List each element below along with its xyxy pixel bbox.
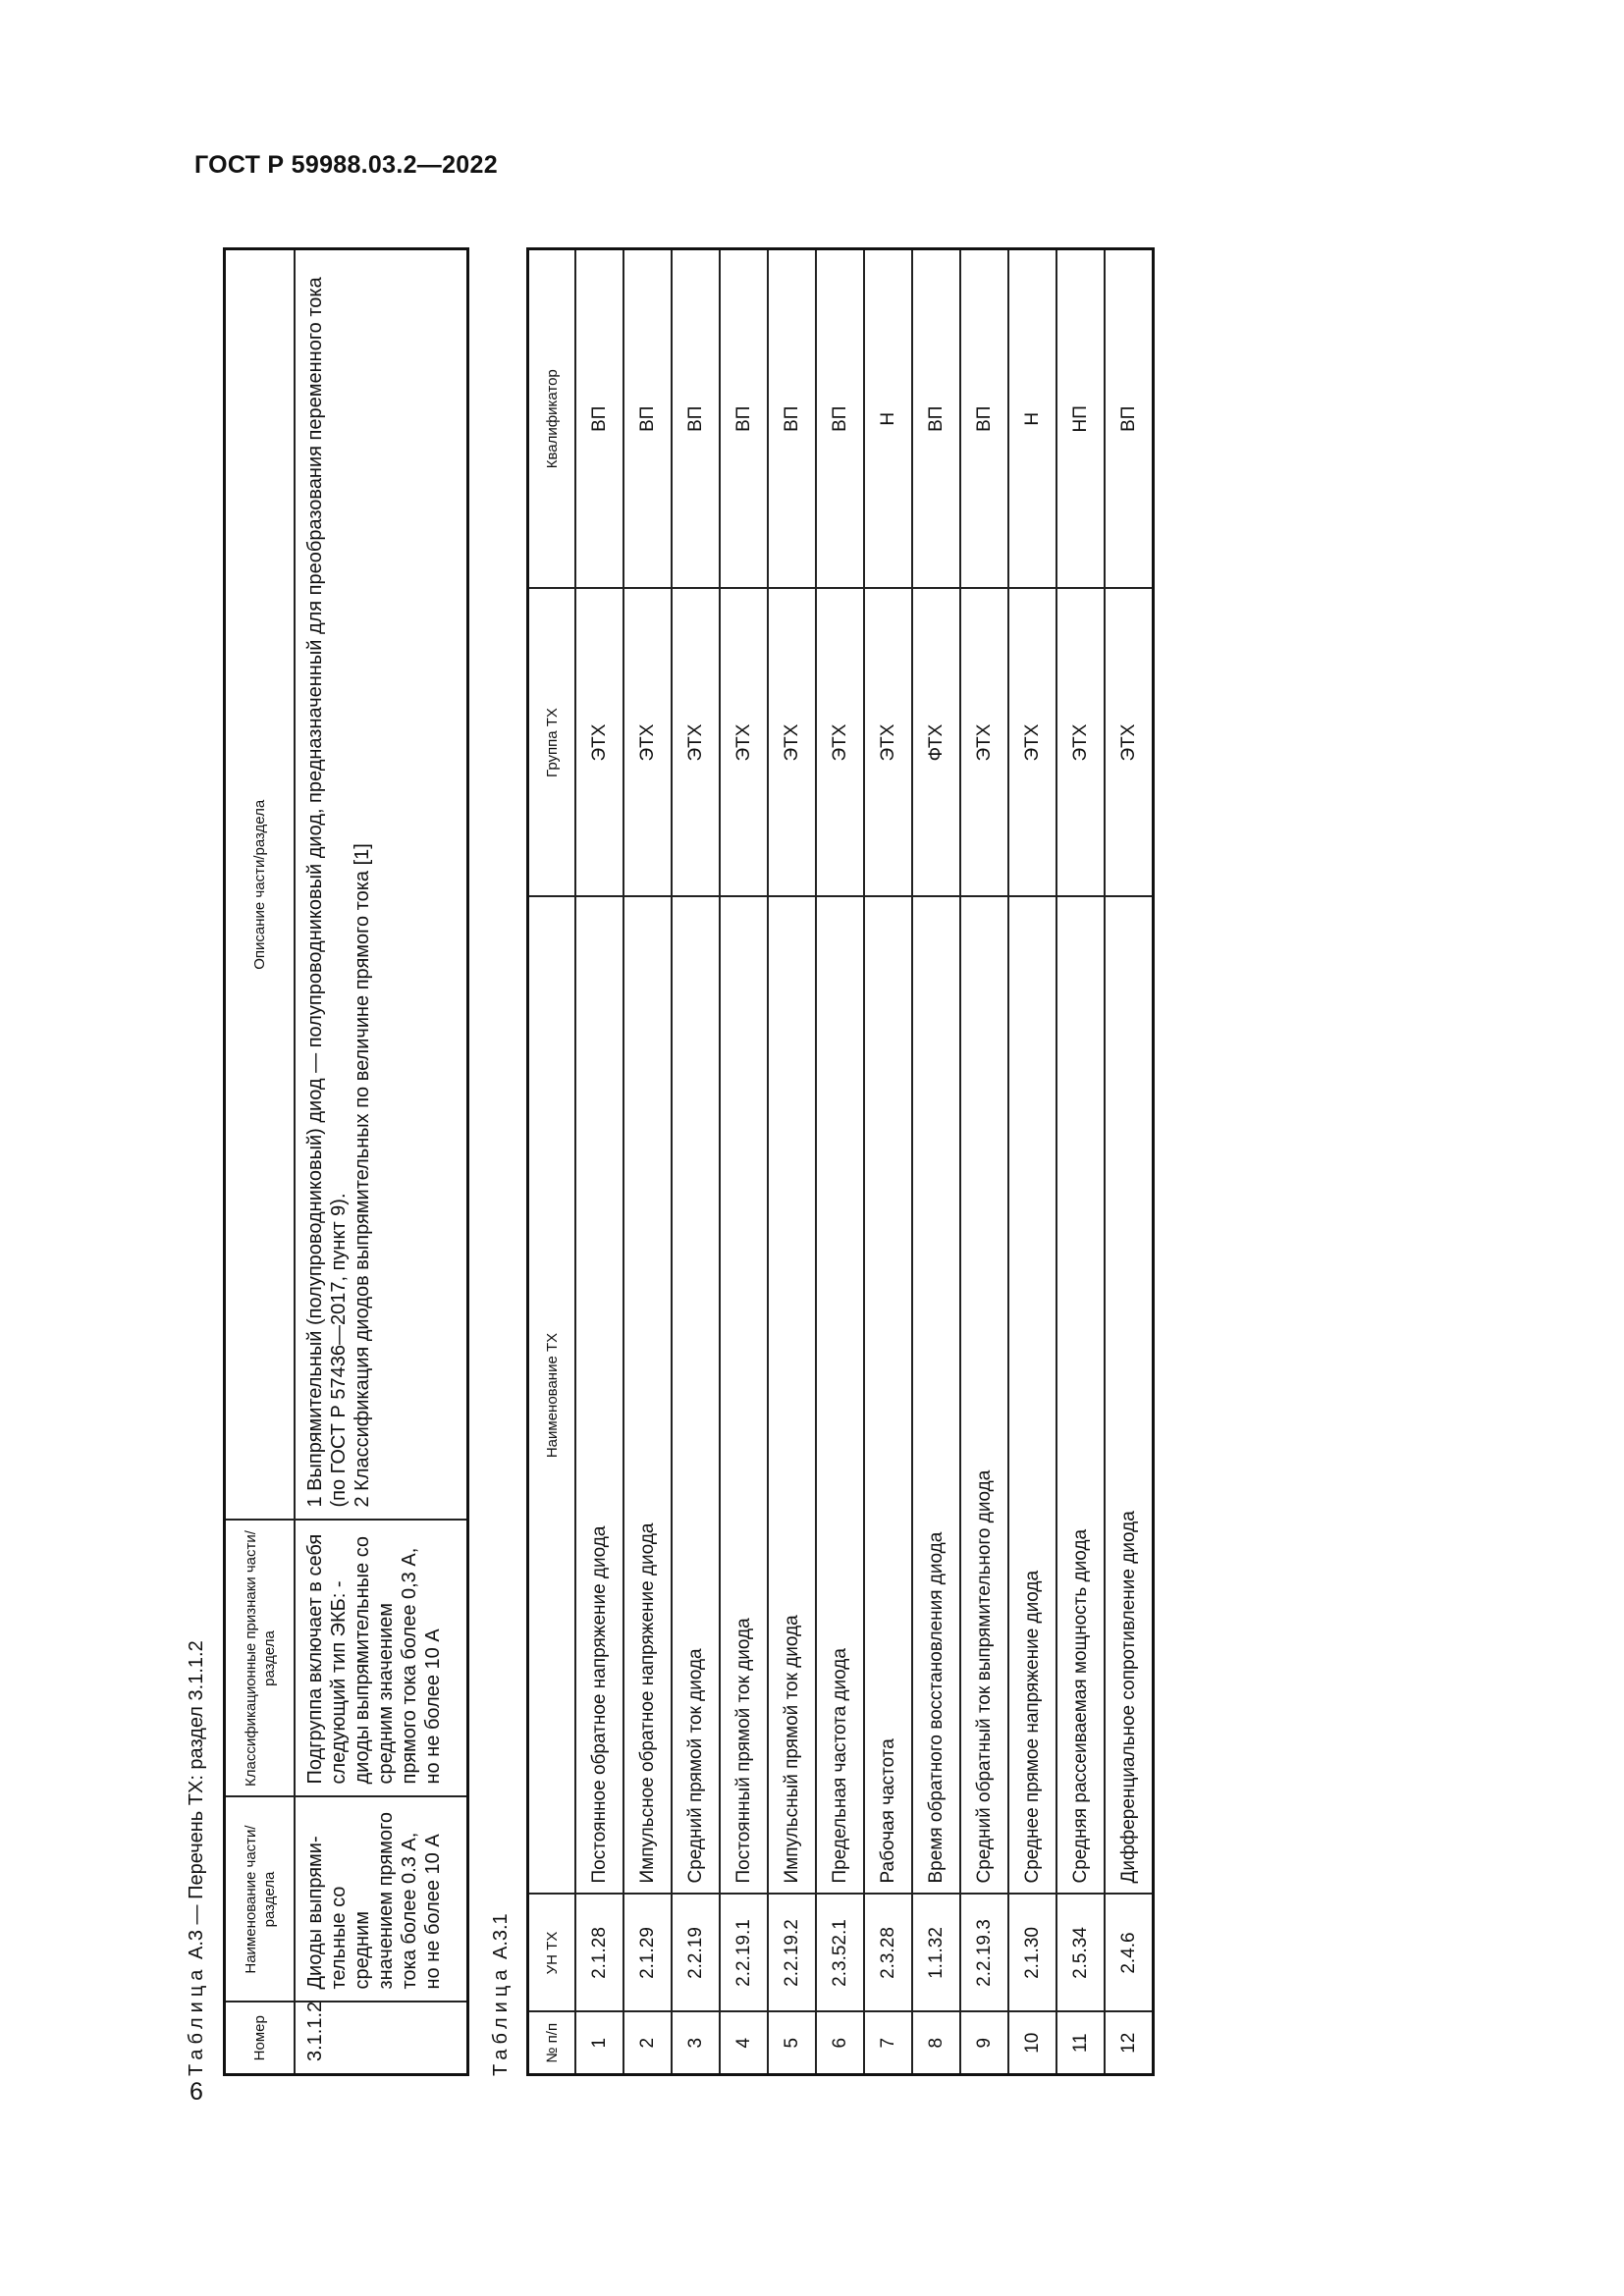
header-code: УН ТХ (528, 1895, 576, 2012)
cell-qualifier: ВП (623, 249, 672, 589)
cell-group: ЭТХ (1105, 589, 1154, 897)
cell-qualifier: ВП (720, 249, 768, 589)
table-row (623, 249, 672, 2075)
cell-code: 2.2.19.2 (768, 1895, 816, 2012)
cell-name: Средний прямой ток диода (672, 897, 720, 1895)
cell-group: ЭТХ (864, 589, 912, 897)
cell-group: ЭТХ (720, 589, 768, 897)
header-name: Наименование ТХ (528, 897, 576, 1895)
cell-name: Средний обратный ток выпрямительного диода (960, 897, 1008, 1895)
cell-code: 2.2.19.1 (720, 1895, 768, 2012)
cell-group: ЭТХ (575, 589, 623, 897)
cell-index: 1 (575, 2012, 623, 2075)
table-row (720, 249, 768, 2075)
description-item-1: 1 Выпрямительный (полупроводниковый) диод — полупроводниковый диод, предназначенный для преобразования переменного тока (по ГОСТ Р 57436—2017, пункт 9). (304, 277, 350, 1508)
cell-number: 3.1.1.2 (295, 2002, 468, 2075)
cell-code: 2.1.28 (575, 1895, 623, 2012)
cell-qualifier: ВП (672, 249, 720, 589)
cell-code: 1.1.32 (912, 1895, 960, 2012)
table-row (816, 249, 864, 2075)
cell-group: ЭТХ (816, 589, 864, 897)
rotated-content (180, 226, 1181, 2076)
cell-code: 2.4.6 (1105, 1895, 1154, 2012)
header-classification: Классификационные признаки части/ раздела (225, 1521, 296, 1797)
table-row (912, 249, 960, 2075)
cell-qualifier: ВП (912, 249, 960, 589)
cell-qualifier: ВП (575, 249, 623, 589)
table-row (960, 249, 1008, 2075)
header-description: Описание части/раздела (225, 249, 296, 1521)
cell-name: Предельная частота диода (816, 897, 864, 1895)
cell-name: Постоянное обратное напряжение диода (575, 897, 623, 1895)
table-a31-header-row (528, 249, 576, 2075)
cell-index: 11 (1056, 2012, 1105, 2075)
cell-index: 6 (816, 2012, 864, 2075)
header-number: Номер (225, 2002, 296, 2075)
page-number: 6 (189, 2078, 203, 2106)
cell-code: 2.2.19 (672, 1895, 720, 2012)
cell-name: Импульсное обратное напряжение диода (623, 897, 672, 1895)
cell-index: 7 (864, 2012, 912, 2075)
cell-code: 2.5.34 (1056, 1895, 1105, 2012)
table-row (1056, 249, 1105, 2075)
cell-classification: Подгруппа включает в себя следующий тип ЭКБ: - диоды выпрямительные со средним значением прямого тока более 0,3 А, но не более 10 А (295, 1521, 468, 1797)
cell-qualifier: НП (1056, 249, 1105, 589)
cell-group: ЭТХ (672, 589, 720, 897)
table-row (672, 249, 720, 2075)
cell-code: 2.3.28 (864, 1895, 912, 2012)
cell-code: 2.1.29 (623, 1895, 672, 2012)
table-row (1105, 249, 1154, 2075)
cell-name: Рабочая частота (864, 897, 912, 1895)
cell-index: 10 (1008, 2012, 1056, 2075)
cell-section-name: Диоды выпрямительные со средним значением прямого тока более 0.3 А, но не более 10 А (295, 1797, 468, 2002)
cell-code: 2.1.30 (1008, 1895, 1056, 2012)
header-qualifier: Квалификатор (528, 249, 576, 589)
cell-group: ЭТХ (623, 589, 672, 897)
cell-index: 12 (1105, 2012, 1154, 2075)
table-row (864, 249, 912, 2075)
cell-index: 8 (912, 2012, 960, 2075)
header-index: № п/п (528, 2012, 576, 2075)
header-group: Группа ТХ (528, 589, 576, 897)
header-section-name: Наименование части/ раздела (225, 1797, 296, 2002)
cell-qualifier: Н (1008, 249, 1056, 589)
cell-index: 2 (623, 2012, 672, 2075)
table-a3 (223, 247, 469, 2076)
caption-text: А.3.1 (490, 1913, 512, 1960)
cell-code: 2.3.52.1 (816, 1895, 864, 2012)
cell-name: Время обратного восстановления диода (912, 897, 960, 1895)
table-a3-header-row (225, 249, 296, 2075)
caption-prefix: Таблица (490, 1964, 512, 2076)
table-row (1008, 249, 1056, 2075)
cell-group: ЭТХ (768, 589, 816, 897)
cell-name: Средняя рассеиваемая мощность диода (1056, 897, 1105, 1895)
cell-name: Импульсный прямой ток диода (768, 897, 816, 1895)
caption-prefix: Таблица (186, 1964, 207, 2076)
cell-qualifier: ВП (960, 249, 1008, 589)
cell-index: 3 (672, 2012, 720, 2075)
cell-qualifier: ВП (816, 249, 864, 589)
cell-index: 5 (768, 2012, 816, 2075)
cell-name: Постоянный прямой ток диода (720, 897, 768, 1895)
table-a31 (526, 247, 1155, 2076)
cell-index: 4 (720, 2012, 768, 2075)
caption-text: А.3 — Перечень ТХ: раздел 3.1.1.2 (186, 1640, 207, 1960)
cell-group: ЭТХ (960, 589, 1008, 897)
cell-group: ФТХ (912, 589, 960, 897)
table-row (575, 249, 623, 2075)
table-a3-row (295, 249, 468, 2075)
cell-qualifier: ВП (768, 249, 816, 589)
cell-qualifier: Н (864, 249, 912, 589)
table-row (768, 249, 816, 2075)
cell-qualifier: ВП (1105, 249, 1154, 589)
cell-description (295, 249, 468, 1521)
cell-name: Дифференциальное сопротивление диода (1105, 897, 1154, 1895)
document-header: ГОСТ Р 59988.03.2—2022 (194, 151, 498, 179)
table-a31-caption (490, 1913, 513, 2076)
cell-group: ЭТХ (1056, 589, 1105, 897)
cell-group: ЭТХ (1008, 589, 1056, 897)
cell-name: Среднее прямое напряжение диода (1008, 897, 1056, 1895)
table-a3-caption (186, 1640, 208, 2076)
cell-index: 9 (960, 2012, 1008, 2075)
cell-code: 2.2.19.3 (960, 1895, 1008, 2012)
description-item-2: 2 Классификация диодов выпрямительных по величине прямого тока [1] (352, 843, 373, 1508)
